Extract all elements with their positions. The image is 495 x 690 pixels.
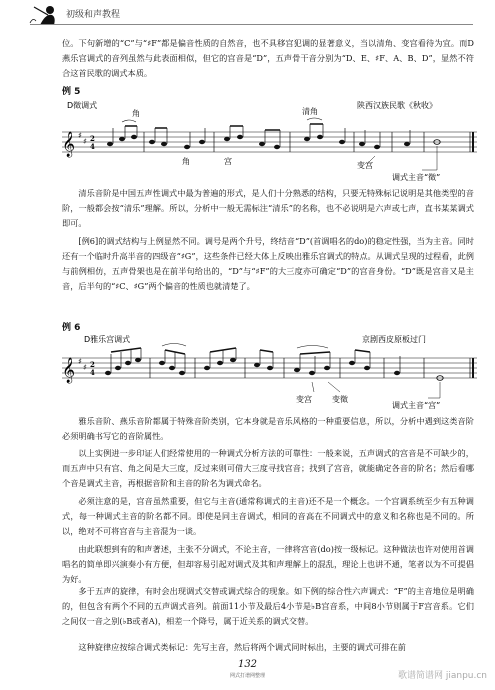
treble-clef-icon: 𝄞 <box>62 132 76 157</box>
svg-text:♯: ♯ <box>83 363 87 372</box>
svg-text:2: 2 <box>90 360 95 369</box>
ex5-label-1: 角 <box>132 109 140 118</box>
svg-text:♯: ♯ <box>83 137 87 146</box>
paragraph-9: 这种旋律应按综合调式类标记：先写主音，然后将两个调式同时标出，主要的调式可排在前 <box>78 642 406 652</box>
paragraph-8: 多于五声的旋律，有时会出现调式交替或调式综合的现象。如下例的综合性六声调式：“F”的主音地位是明确的，但包含有两个不同的五声调式音列。前面11小节及最后4小节是♭B宫音系，中间8小节则属于F宫音系。它们之间仅一音之别(♭B或者A)，相差一个降号，属于近关系的调式交替。 <box>62 586 474 626</box>
svg-text:♯: ♯ <box>78 357 82 366</box>
header-rule <box>30 24 473 25</box>
ex5-label-2: 角 <box>182 157 190 166</box>
page-number: 132 <box>237 659 258 670</box>
ex6-label-2: 变徵 <box>332 395 348 404</box>
paragraph-2: 清乐音阶是中国五声性调式中最为普遍的形式，是人们十分熟悉的结构，只要无特殊标记说明是其他类型的音阶，一般都会按“清乐”理解。所以，分析中一般无需标注“清乐”的名称，也不必说明是六声或七声，直书某某调式即可。 <box>62 188 474 228</box>
ex5-right-title: 陕西汉族民歌《秋收》 <box>357 101 437 110</box>
example-6-label: 例 6 <box>62 323 81 333</box>
header-title: 初级和声教程 <box>66 10 121 20</box>
ex5-label-3: 宫 <box>224 157 232 166</box>
ex6-right-title: 京剧西皮原板过门 <box>362 335 426 344</box>
example-5-score <box>62 98 477 184</box>
example-5-label: 例 5 <box>62 87 81 97</box>
ex5-end-label: 调式主音“徵” <box>392 173 441 182</box>
ex5-notes <box>107 124 440 149</box>
page-footer-note: 网式打谱网整理 <box>229 673 265 679</box>
ex6-label-1: 变宫 <box>296 395 312 404</box>
page-header <box>0 0 495 34</box>
svg-text:2: 2 <box>90 134 95 143</box>
ex5-left-title: D徵调式 <box>67 101 98 110</box>
ex6-notes <box>105 348 443 380</box>
ex5-label-5: 变宫 <box>357 161 373 170</box>
paragraph-6: 必须注意的是，宫音虽然重要，但它与主音(通常称调式的主音)还不是一个概念。一个宫调系统至少有五种调式，每一种调式主音的阶名都不同。即使是同主音调式，相同的音高在不同调式中的意义和名称也是不同的。所以，绝对不可将宫音与主音混为一谈。 <box>62 496 474 536</box>
ex5-label-4: 清角 <box>302 107 318 116</box>
ex6-end-label: 调式主音“宫” <box>392 401 441 410</box>
paragraph-5: 以上实例进一步印证人们经常使用的一种调式分析方法的可靠性：一般来说，五声调式的宫音是不可缺少的，而五声中只有宫、角之间是大三度，反过来则可借大三度寻找宫音；找到了宫音，就能确定各音的阶名；然后看哪个音是调式主音，再根据音阶和主音的阶名为调式命名。 <box>62 448 474 488</box>
ex6-left-title: D雅乐宫调式 <box>84 335 131 344</box>
watermark: 歌谱简谱网 jianpu.cn <box>397 671 487 681</box>
svg-text:4: 4 <box>90 368 95 377</box>
svg-text:4: 4 <box>90 142 95 151</box>
paragraph-3: [例6]的调式结构与上例显然不同。调号是两个升号，终结音“D”(首调唱名的do)的稳定性强，当为主音。同时还有一个临时升高半音的四级音“♯G”，这些条件已经大体上反映出雅乐宫调式的特点。从调式呈现的过程看，此例与前例相仿，五声骨架也是在前半句给出的，“D”与“♯F”的大三度亦可确定“D”的宫音身份。“D”既是宫音又是主音，后半句的“♯C、♯G”两个偏音的性质也就清楚了。 <box>62 236 474 291</box>
paragraph-7: 由此联想到有的和声著述，主张不分调式，不论主音，一律将宫音(do)按一级标记。这种做法也许对使用首调唱名的简单即兴演奏小有方便，但却容易引起对调式及其和声理解上的混乱，理论上也讲不通，笔者以为不可提倡为好。 <box>62 544 474 584</box>
example-6-score <box>62 330 477 414</box>
treble-clef-icon: 𝄞 <box>62 358 76 383</box>
paragraph-4: 雅乐音阶、燕乐音阶都属于特殊音阶类别，它本身就是音乐风格的一种重要信息，所以，分析中遇到这类音阶必须明确书写它的音阶属性。 <box>62 416 474 441</box>
paragraph-1: 位。下句新增的“C”与“♯F”都是偏音性质的自然音，也不具移宫犯调的显著意义，当以清角、变宫看待为宜。而D燕乐宫调式的音列虽然与此表面相似，但它的宫音是“D”，五声骨干音分别为“D、E、♯F、A、B、D”，显然不符合这首民歌的调式本质。 <box>62 38 474 78</box>
svg-text:♯: ♯ <box>78 131 82 140</box>
